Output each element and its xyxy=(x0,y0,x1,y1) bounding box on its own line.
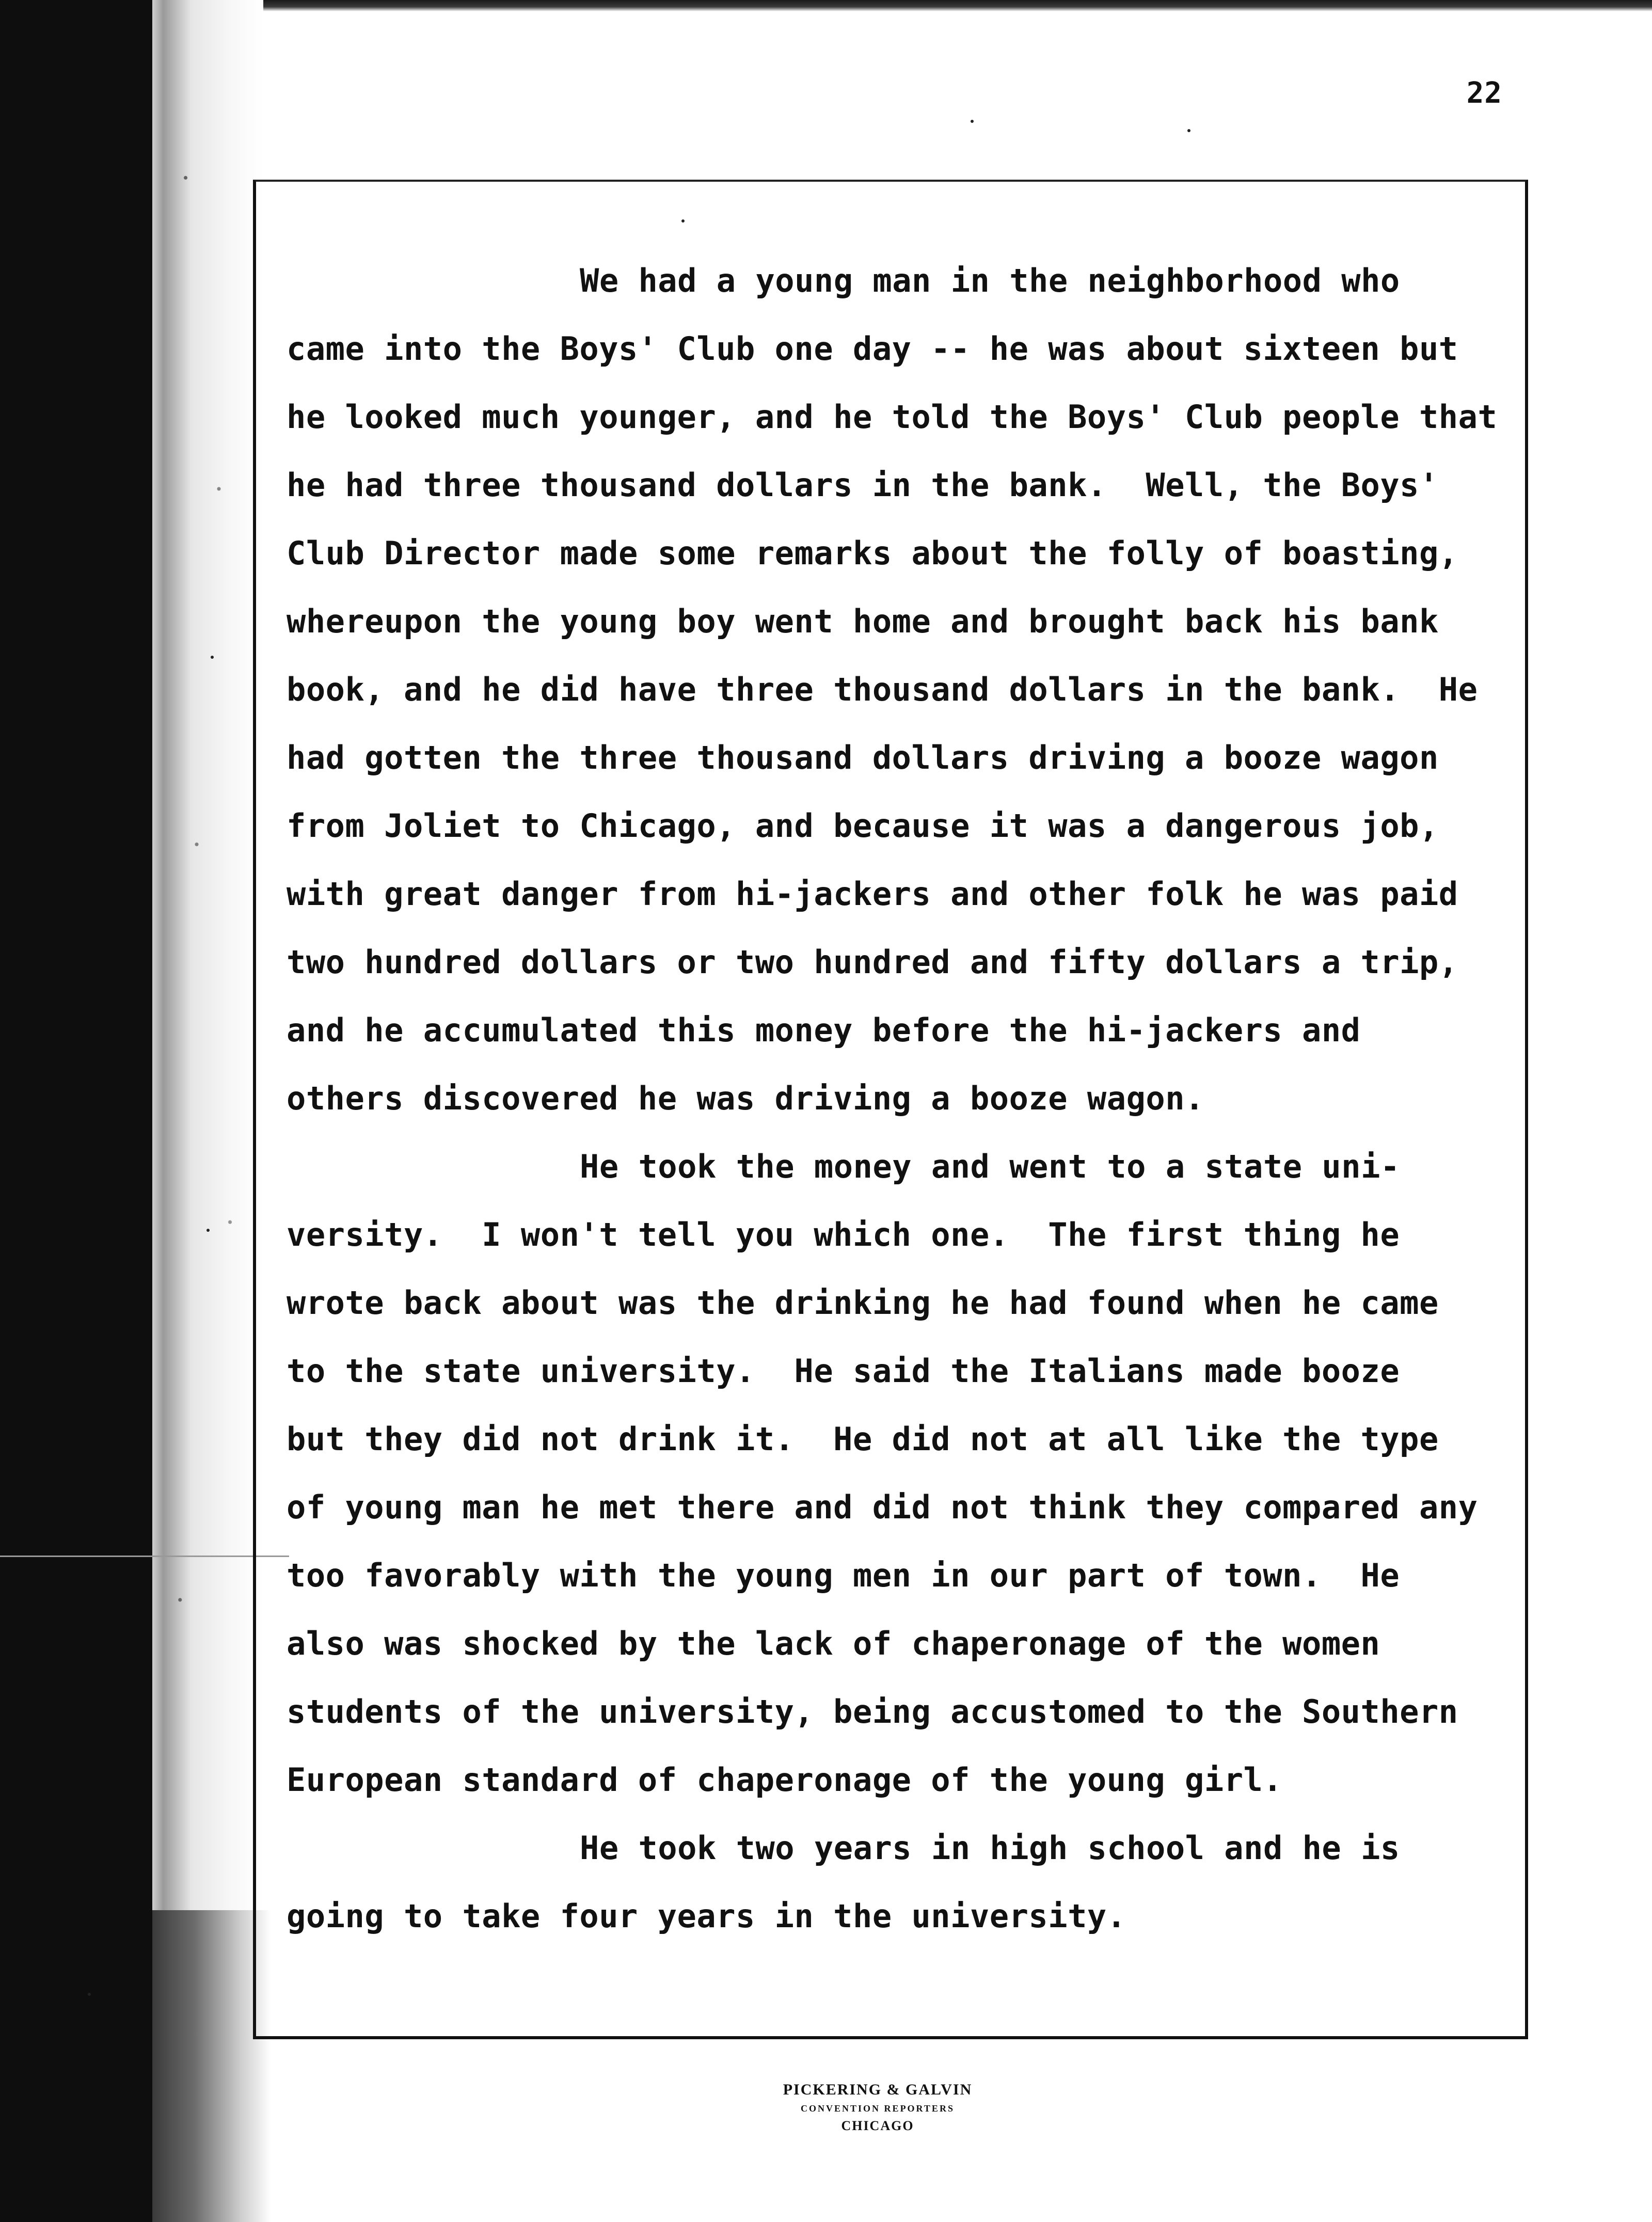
scan-speck xyxy=(211,656,214,659)
scan-speck xyxy=(1187,129,1190,132)
scan-binding-shadow xyxy=(152,0,263,2222)
reporter-imprint xyxy=(723,2080,1032,2135)
text-line: from Joliet to Chicago, and because it was a dangerous job, xyxy=(287,807,1439,845)
text-line: We had a young man in the neighborhood who xyxy=(580,262,1400,299)
text-line: had gotten the three thousand dollars driving a booze wagon xyxy=(287,739,1439,776)
text-line: and he accumulated this money before the hi-jackers and xyxy=(287,1011,1361,1049)
scan-speck xyxy=(206,1229,210,1232)
text-line: whereupon the young boy went home and brought back his bank xyxy=(287,602,1439,640)
text-line: he looked much younger, and he told the Boys' Club people that xyxy=(287,398,1498,436)
scan-fold-line xyxy=(0,1556,289,1557)
text-line: with great danger from hi-jackers and other folk he was paid xyxy=(287,875,1458,913)
text-line: too favorably with the young men in our part of town. He xyxy=(287,1557,1400,1594)
text-line: also was shocked by the lack of chaperonage of the women xyxy=(287,1625,1380,1662)
page-number: 22 xyxy=(1466,76,1502,110)
text-line: he had three thousand dollars in the bank. Well, the Boys' xyxy=(287,466,1439,504)
scan-speck xyxy=(971,120,974,123)
text-line: going to take four years in the university. xyxy=(287,1897,1126,1935)
scan-speck xyxy=(88,1993,91,1996)
text-line: students of the university, being accustomed to the Southern xyxy=(287,1693,1458,1731)
text-line: book, and he did have three thousand dollars in the bank. He xyxy=(287,671,1478,708)
text-line: of young man he met there and did not think they compared any xyxy=(287,1488,1478,1526)
text-line: two hundred dollars or two hundred and fifty dollars a trip, xyxy=(287,943,1458,981)
text-line: Club Director made some remarks about the folly of boasting, xyxy=(287,534,1458,572)
text-line: European standard of chaperonage of the young girl. xyxy=(287,1761,1283,1799)
scan-left-margin xyxy=(0,0,152,2222)
imprint-firm: PICKERING & GALVIN xyxy=(783,2081,973,2098)
text-line: to the state university. He said the Italians made booze xyxy=(287,1352,1400,1390)
text-line: wrote back about was the drinking he had found when he came xyxy=(287,1284,1439,1322)
document-body xyxy=(287,247,1531,1950)
imprint-role: CONVENTION REPORTERS xyxy=(801,2103,955,2114)
text-line: versity. I won't tell you which one. The first thing he xyxy=(287,1216,1400,1253)
text-line: came into the Boys' Club one day -- he was about sixteen but xyxy=(287,330,1458,368)
text-line: He took two years in high school and he is xyxy=(580,1829,1400,1867)
text-line: He took the money and went to a state uni- xyxy=(580,1148,1400,1185)
imprint-city: CHICAGO xyxy=(841,2118,914,2133)
text-line: others discovered he was driving a booze wagon. xyxy=(287,1080,1204,1117)
text-line: but they did not drink it. He did not at all like the type xyxy=(287,1420,1439,1458)
